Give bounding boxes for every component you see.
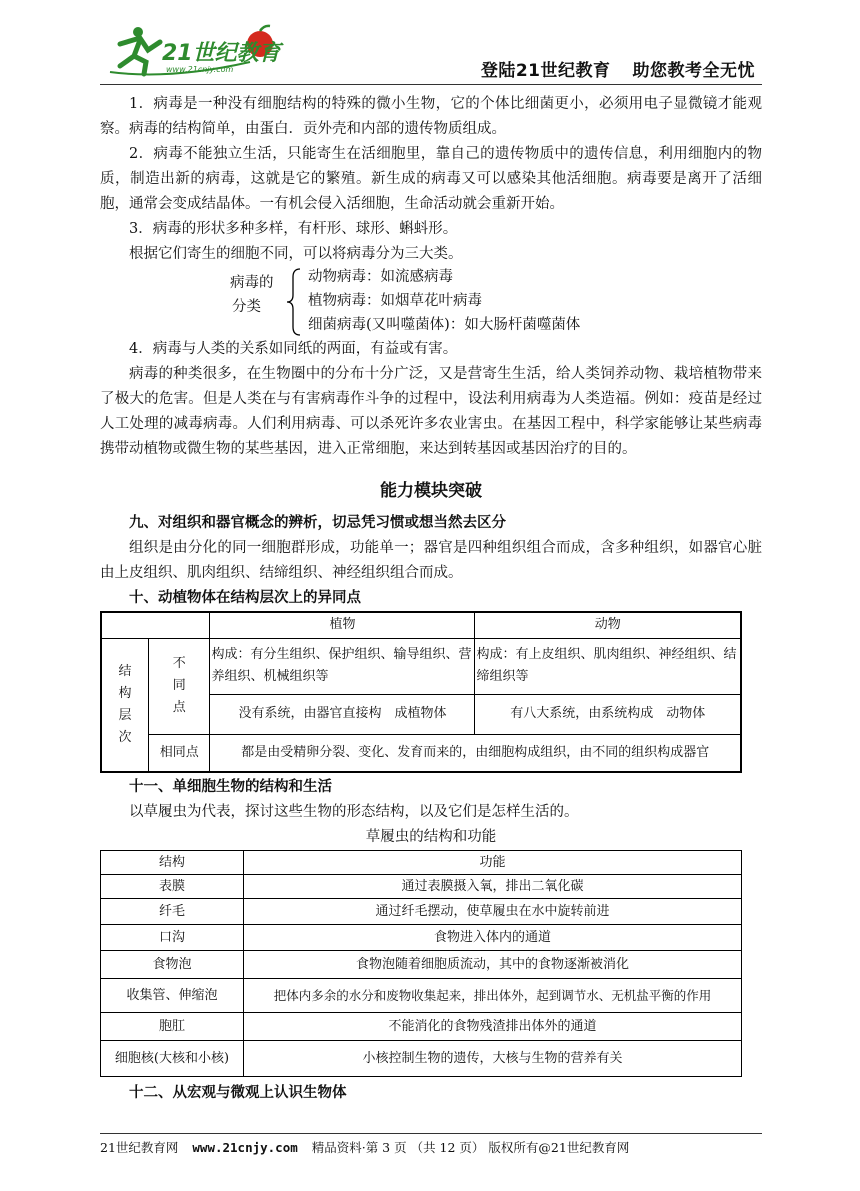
footer-url-link[interactable]: www.21cnjy.com	[192, 1140, 298, 1155]
structure-cell: 表膜	[101, 875, 244, 899]
structure-cell: 细胞核(大核和小核)	[101, 1041, 244, 1077]
table-row	[101, 875, 742, 899]
site-logo	[100, 22, 300, 82]
paragraph-paramecium: 以草履虫为代表，探讨这些生物的形态结构，以及它们是怎样生活的。	[129, 804, 579, 820]
logo-graphic	[100, 22, 300, 82]
header-function: 功能	[244, 851, 742, 875]
row-label-char: 构	[118, 685, 132, 701]
paragraph-virus-structure: 1．病毒是一种没有细胞结构的特殊的微小生物，它的个体比细菌更小，必须用电子显微镜才能观察。病毒的结构简单，由蛋白．贡外壳和内部的遗传物质组成。	[100, 96, 762, 137]
class-bacteria-virus: 细菌病毒(又叫噬菌体)：如大肠杆菌噬菌体	[308, 317, 581, 333]
heading-11: 十一、单细胞生物的结构和生活	[129, 779, 332, 795]
table-row	[101, 734, 741, 772]
diff-label-char: 不	[172, 656, 186, 671]
section-title: 能力模块突破	[380, 481, 482, 501]
diff-label-char: 点	[172, 700, 186, 715]
paragraph-virus-shape: 3．病毒的形状多种多样，有杆形、球形、蝌蚪形。	[129, 221, 458, 237]
structure-cell: 胞肛	[101, 1013, 244, 1041]
table-row	[101, 951, 742, 979]
function-cell: 把体内多余的水分和废物收集起来，排出体外，起到调节水、无机盐平衡的作用	[244, 979, 742, 1013]
heading-9: 九、对组织和器官概念的辨析，切忌凭习惯或想当然去区分	[129, 515, 506, 531]
header-animal: 动物	[475, 612, 741, 638]
plant-tissue-cell: 构成：有分生组织、保护组织、输导组织、营养组织、机械组织等	[210, 638, 475, 694]
page-header	[100, 22, 760, 84]
animal-tissue-cell: 构成：有上皮组织、肌肉组织、神经组织、结缔组织等	[475, 638, 741, 694]
function-cell: 不能消化的食物残渣排出体外的通道	[244, 1013, 742, 1041]
plant-system-cell: 没有系统，由器官直接构 成植物体	[210, 694, 475, 734]
classification-label	[230, 271, 274, 319]
header-divider	[100, 84, 762, 85]
table-row	[101, 851, 742, 875]
structure-cell: 食物泡	[101, 951, 244, 979]
virus-classification	[230, 267, 762, 337]
function-cell: 通过表膜摄入氧，排出二氧化碳	[244, 875, 742, 899]
brace-icon	[286, 267, 302, 337]
diff-label-char: 同	[172, 678, 186, 693]
row-label-similarities: 相同点	[149, 734, 210, 772]
row-label-char: 结	[118, 663, 132, 679]
table-row	[101, 1013, 742, 1041]
classification-label-line1: 病毒的	[230, 275, 274, 291]
header-plant: 植物	[210, 612, 475, 638]
structure-cell: 口沟	[101, 925, 244, 951]
similarities-cell: 都是由受精卵分裂、变化、发育而来的，由细胞构成组织，由不同的组织构成器官	[210, 734, 741, 772]
footer-divider	[100, 1133, 762, 1134]
paragraph-virus-uses: 病毒的种类很多，在生物圈中的分布十分广泛，又是营寄生生活，给人类饲养动物、栽培植物带来了极大的危害。但是人类在与有害病毒作斗争的过程中，设法利用病毒为人类造福。例如：疫苗是经过人工处理的减毒病毒。人们利用病毒、可以杀死许多农业害虫。在基因工程中，科学家能够让某些病毒携带动植物或微生物的某些基因，进入正常细胞，来达到转基因或基因治疗的目的。	[100, 366, 762, 457]
footer-site: 21世纪教育网	[100, 1140, 179, 1155]
function-cell: 食物泡随着细胞质流动，其中的食物逐渐被消化	[244, 951, 742, 979]
paramecium-table	[100, 850, 742, 1077]
row-label-char: 层	[118, 707, 132, 723]
structure-cell: 纤毛	[101, 899, 244, 925]
table-row	[101, 1041, 742, 1077]
table-caption: 草履虫的结构和功能	[365, 829, 497, 845]
table-cell-empty	[101, 612, 210, 638]
class-plant-virus: 植物病毒：如烟草花叶病毒	[308, 293, 482, 309]
row-label-structure-level	[101, 638, 149, 772]
heading-12: 十二、从宏观与微观上认识生物体	[129, 1085, 347, 1101]
slogan-login: 登陆21世纪教育	[480, 61, 611, 81]
table-row	[101, 925, 742, 951]
page-content	[100, 92, 762, 1106]
structure-comparison-table	[100, 611, 742, 773]
classification-items	[308, 265, 580, 337]
table-row	[101, 979, 742, 1013]
table-row	[101, 899, 742, 925]
table-row	[101, 638, 741, 694]
animal-system-cell: 有八大系统，由系统构成 动物体	[475, 694, 741, 734]
logo-text: 21世纪教育	[162, 41, 281, 66]
header-slogan	[481, 56, 755, 81]
heading-10: 十、动植物体在结构层次上的异同点	[129, 590, 361, 606]
slogan-help: 助您教考全无忧	[632, 61, 755, 81]
function-cell: 食物进入体内的通道	[244, 925, 742, 951]
logo-url: www.21cnjy.com	[166, 65, 234, 74]
paragraph-virus-relation: 4．病毒与人类的关系如同纸的两面，有益或有害。	[129, 341, 458, 357]
function-cell: 小核控制生物的遗传，大核与生物的营养有关	[244, 1041, 742, 1077]
paragraph-virus-classes: 根据它们寄生的细胞不同，可以将病毒分为三大类。	[129, 246, 463, 262]
page-footer	[100, 1138, 762, 1156]
header-structure: 结构	[101, 851, 244, 875]
function-cell: 通过纤毛摆动，使草履虫在水中旋转前进	[244, 899, 742, 925]
table-row	[101, 612, 741, 638]
class-animal-virus: 动物病毒：如流感病毒	[308, 269, 453, 285]
row-label-char: 次	[118, 729, 132, 745]
structure-cell: 收集管、伸缩泡	[101, 979, 244, 1013]
paragraph-tissue-organ: 组织是由分化的同一细胞群形成，功能单一；器官是四种组织组合而成，含多种组织，如器官心脏由上皮组织、肌肉组织、结缔组织、神经组织组合而成。	[100, 540, 762, 581]
row-label-differences	[149, 638, 210, 734]
paragraph-virus-reproduction: 2．病毒不能独立生活，只能寄生在活细胞里，靠自己的遗传物质中的遗传信息，利用细胞内的物质，制造出新的病毒，这就是它的繁殖。新生成的病毒又可以感染其他活细胞。病毒要是离开了活细胞，通常会变成结晶体。一有机会侵入活细胞，生命活动就会重新开始。	[100, 146, 762, 212]
footer-info: 精品资料·第 3 页 （共 12 页） 版权所有@21世纪教育网	[311, 1140, 630, 1155]
classification-label-line2: 分类	[232, 299, 261, 315]
